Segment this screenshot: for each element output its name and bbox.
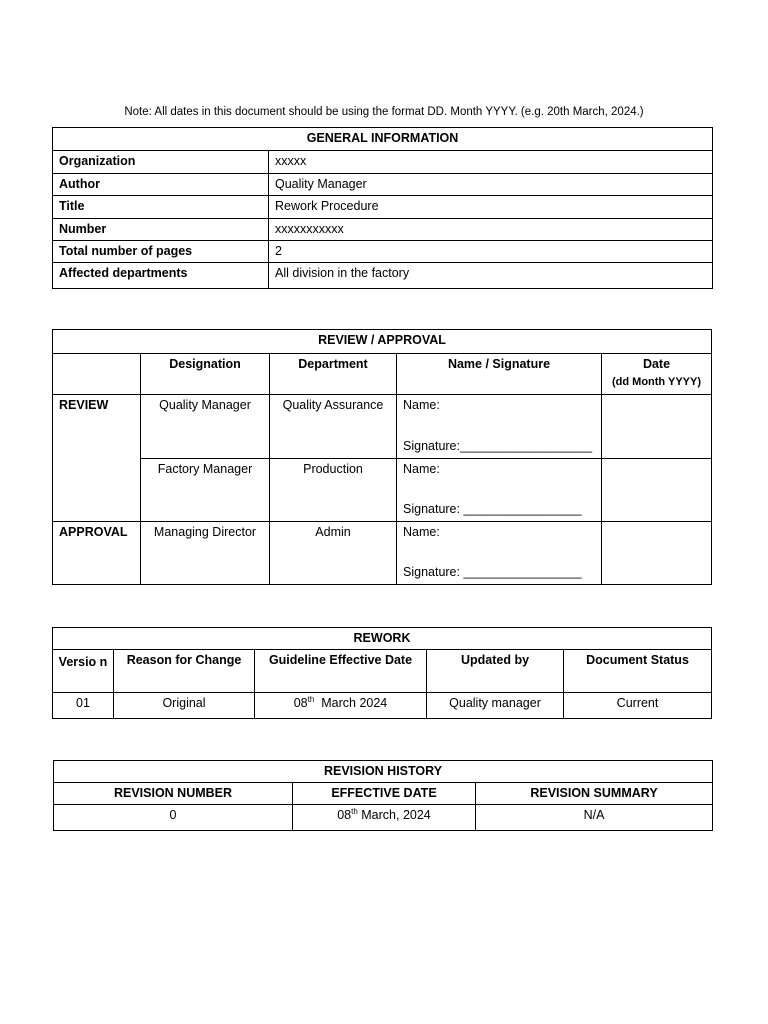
general-value: Rework Procedure: [269, 196, 713, 219]
general-label: Number: [53, 219, 269, 241]
name-label: Name:: [403, 398, 440, 412]
general-value: xxxxxxxxxxx: [269, 219, 713, 241]
document-status-header: Document Status: [564, 650, 712, 693]
general-label: Author: [53, 174, 269, 196]
empty-header-cell: [53, 354, 141, 395]
department-header: Department: [270, 354, 397, 395]
signature-line: Signature: _________________: [403, 565, 582, 580]
rework-title: REWORK: [53, 628, 712, 650]
effective-date-header: Guideline Effective Date: [255, 650, 427, 693]
general-value: 2: [269, 241, 713, 263]
designation-cell: Managing Director: [141, 522, 270, 585]
effective-date-header: EFFECTIVE DATE: [293, 783, 476, 805]
designation-cell: Quality Manager: [141, 395, 270, 459]
general-label: Organization: [53, 151, 269, 174]
date-header: [602, 354, 712, 395]
designation-header: Designation: [141, 354, 270, 395]
date-cell: [602, 395, 712, 459]
general-information-title: GENERAL INFORMATION: [53, 128, 713, 151]
department-cell: Admin: [270, 522, 397, 585]
department-cell: Production: [270, 459, 397, 522]
rework-table: [52, 627, 712, 719]
review-label: REVIEW: [53, 395, 141, 522]
review-approval-title: REVIEW / APPROVAL: [53, 330, 712, 354]
reason-cell: Original: [114, 693, 255, 719]
revision-number-cell: 0: [54, 805, 293, 831]
name-signature-cell: [397, 459, 602, 522]
effective-date-cell: 08th March 2024: [255, 693, 427, 719]
name-signature-cell: [397, 522, 602, 585]
designation-cell: Factory Manager: [141, 459, 270, 522]
department-cell: Quality Assurance: [270, 395, 397, 459]
updated-by-header: Updated by: [427, 650, 564, 693]
name-label: Name:: [403, 462, 440, 476]
general-information-table: [52, 127, 713, 289]
date-format-note: Note: All dates in this document should be using the format DD. Month YYYY. (e.g. 20th March, 2024.): [124, 106, 644, 118]
name-signature-header: Name / Signature: [397, 354, 602, 395]
revision-summary-header: REVISION SUMMARY: [476, 783, 713, 805]
effective-date-cell: 08th March, 2024: [293, 805, 476, 831]
document-status-cell: Current: [564, 693, 712, 719]
revision-history-table: [53, 760, 713, 831]
reason-header: Reason for Change: [114, 650, 255, 693]
signature-line: Signature: _________________: [403, 502, 582, 517]
review-approval-table: [52, 329, 712, 585]
updated-by-cell: Quality manager: [427, 693, 564, 719]
revision-number-header: REVISION NUMBER: [54, 783, 293, 805]
signature-line: Signature:___________________: [403, 439, 593, 454]
general-value: xxxxx: [269, 151, 713, 174]
version-cell: 01: [53, 693, 114, 719]
date-cell: [602, 522, 712, 585]
date-format-label: (dd Month YYYY): [612, 375, 702, 388]
general-value: Quality Manager: [269, 174, 713, 196]
revision-history-title: REVISION HISTORY: [54, 761, 713, 783]
version-header: Versio n: [53, 650, 114, 693]
general-label: Title: [53, 196, 269, 219]
date-cell: [602, 459, 712, 522]
general-label: Affected departments: [53, 263, 269, 289]
date-header-label: Date: [642, 357, 671, 371]
general-label: Total number of pages: [53, 241, 269, 263]
approval-label: APPROVAL: [53, 522, 141, 585]
name-label: Name:: [403, 525, 440, 539]
general-value: All division in the factory: [269, 263, 713, 289]
revision-summary-cell: N/A: [476, 805, 713, 831]
name-signature-cell: [397, 395, 602, 459]
